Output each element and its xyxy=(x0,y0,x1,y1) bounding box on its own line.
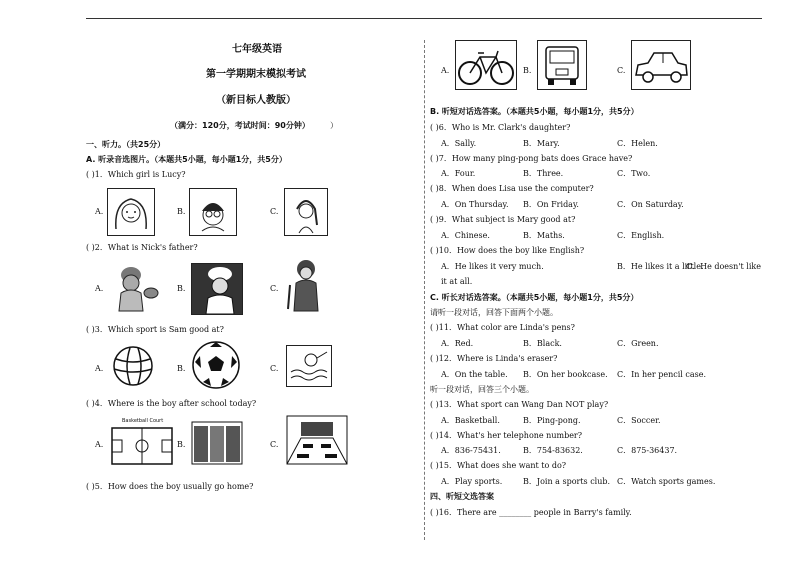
q15-a: A．Play sports. xyxy=(441,477,503,486)
question-15: ( )15．What does she want to do? xyxy=(430,461,567,470)
q12-c: C．In her pencil case. xyxy=(617,370,707,379)
right-paren: ） xyxy=(330,121,338,130)
q14-b: B．754-83632. xyxy=(523,446,583,455)
classroom-picture xyxy=(285,414,349,466)
library-picture xyxy=(190,414,244,466)
q4-option-c: C. xyxy=(270,440,279,449)
q6-b: B．Mary. xyxy=(523,139,560,148)
question-2: ( )2．What is Nick's father? xyxy=(86,243,198,252)
exam-title: 第一学期期末模拟考试 xyxy=(206,69,306,80)
chef-picture xyxy=(191,263,243,315)
part-a-heading: A. 听录音选图片。（本题共5小题，每小题1分，共5分） xyxy=(86,155,287,164)
q13-b: B．Ping-pong. xyxy=(523,416,581,425)
question-4: ( )4．Where is the boy after school today? xyxy=(86,399,257,408)
q8-b: B．On Friday. xyxy=(523,200,579,209)
q7-b: B．Three. xyxy=(523,169,564,178)
question-1: ( )1．Which girl is Lucy? xyxy=(86,170,186,179)
part-b-heading: B. 听短对话选答案。（本题共5小题，每小题1分，共5分） xyxy=(430,107,639,116)
swimming-picture xyxy=(286,345,332,387)
question-3: ( )3．Which sport is Sam good at? xyxy=(86,325,224,334)
part-c-note-1: 请听一段对话，回答下面两个小题。 xyxy=(430,308,558,317)
q4-option-b: B. xyxy=(177,440,186,449)
girl-glasses-picture xyxy=(189,188,237,236)
q10-c: C．He doesn't like xyxy=(686,262,761,271)
q1-option-a: A. xyxy=(95,207,104,216)
q7-a: A．Four. xyxy=(441,169,476,178)
top-rule xyxy=(86,18,762,19)
q6-a: A．Sally. xyxy=(441,139,477,148)
question-6: ( )6．Who is Mr. Clark's daughter? xyxy=(430,123,571,132)
question-8: ( )8．When does Lisa use the computer? xyxy=(430,184,594,193)
doctor-picture xyxy=(107,263,161,313)
q2-option-c: C. xyxy=(270,284,279,293)
q4-option-a: A. xyxy=(95,440,104,449)
court-sign: Basketball Court xyxy=(122,418,164,424)
question-10: ( )10．How does the boy like English? xyxy=(430,246,585,255)
question-11: ( )11．What color are Linda's pens? xyxy=(430,323,575,332)
q15-b: B．Join a sports club. xyxy=(523,477,611,486)
q12-b: B．On her bookcase. xyxy=(523,370,608,379)
q5-option-c: C. xyxy=(617,66,626,75)
farmer-picture xyxy=(284,259,326,313)
question-13: ( )13．What sport can Wang Dan NOT play? xyxy=(430,400,609,409)
car-picture xyxy=(631,40,691,90)
q11-c: C．Green. xyxy=(617,339,659,348)
q6-c: C．Helen. xyxy=(617,139,658,148)
question-14: ( )14．What's her telephone number? xyxy=(430,431,583,440)
q14-c: C．875-36437. xyxy=(617,446,678,455)
q11-a: A．Red. xyxy=(441,339,474,348)
q13-c: C．Soccer. xyxy=(617,416,661,425)
q10-b: B．He likes it a little. xyxy=(617,262,704,271)
bus-picture xyxy=(537,40,587,90)
question-9: ( )9．What subject is Mary good at? xyxy=(430,215,576,224)
q8-c: C．On Saturday. xyxy=(617,200,684,209)
q8-a: A．On Thursday. xyxy=(441,200,509,209)
question-16: ( )16．There are ________ people in Barry's family. xyxy=(430,508,632,517)
question-7: ( )7．How many ping-pong bats does Grace have? xyxy=(430,154,633,163)
q2-option-b: B. xyxy=(177,284,186,293)
q3-option-b: B. xyxy=(177,364,186,373)
q1-option-c: C. xyxy=(270,207,279,216)
q9-a: A．Chinese. xyxy=(441,231,490,240)
question-5: ( )5．How does the boy usually go home? xyxy=(86,482,254,491)
part-c-note-2: 听一段对话，回答三个小题。 xyxy=(430,385,534,394)
q11-b: B．Black. xyxy=(523,339,562,348)
basketball-court-picture xyxy=(108,414,176,466)
q14-a: A．836-75431. xyxy=(441,446,501,455)
q9-b: B．Maths. xyxy=(523,231,565,240)
bicycle-picture xyxy=(455,40,517,90)
q2-option-a: A. xyxy=(95,284,104,293)
question-12: ( )12．Where is Linda's eraser? xyxy=(430,354,558,363)
q7-c: C．Two. xyxy=(617,169,651,178)
q5-option-a: A. xyxy=(441,66,450,75)
q3-option-c: C. xyxy=(270,364,279,373)
q13-a: A．Basketball. xyxy=(441,416,500,425)
q3-option-a: A. xyxy=(95,364,104,373)
girl-long-hair-picture xyxy=(107,188,155,236)
score-info: （满分：120分，考试时间：90分钟） xyxy=(170,121,310,130)
q5-option-b: B. xyxy=(523,66,532,75)
girl-ponytail-picture xyxy=(284,188,328,236)
soccer-ball-picture xyxy=(191,340,241,390)
page-title: 七年级英语 xyxy=(232,44,282,55)
edition-title: （新目标人教版） xyxy=(216,95,296,106)
q10-a: A．He likes it very much. xyxy=(441,262,544,271)
q15-c: C．Watch sports games. xyxy=(617,477,716,486)
q12-a: A．On the table. xyxy=(441,370,508,379)
q1-option-b: B. xyxy=(177,207,186,216)
q9-c: C．English. xyxy=(617,231,665,240)
q10-c-cont: it at all. xyxy=(441,277,473,286)
part-c-heading: C. 听长对话选答案。（本题共5小题，每小题1分，共5分） xyxy=(430,293,639,302)
volleyball-picture xyxy=(110,345,156,387)
section-heading: 一、听力。（共25分） xyxy=(86,140,166,149)
column-divider xyxy=(424,40,425,540)
part-4-heading: 四、听短文选答案 xyxy=(430,492,494,501)
